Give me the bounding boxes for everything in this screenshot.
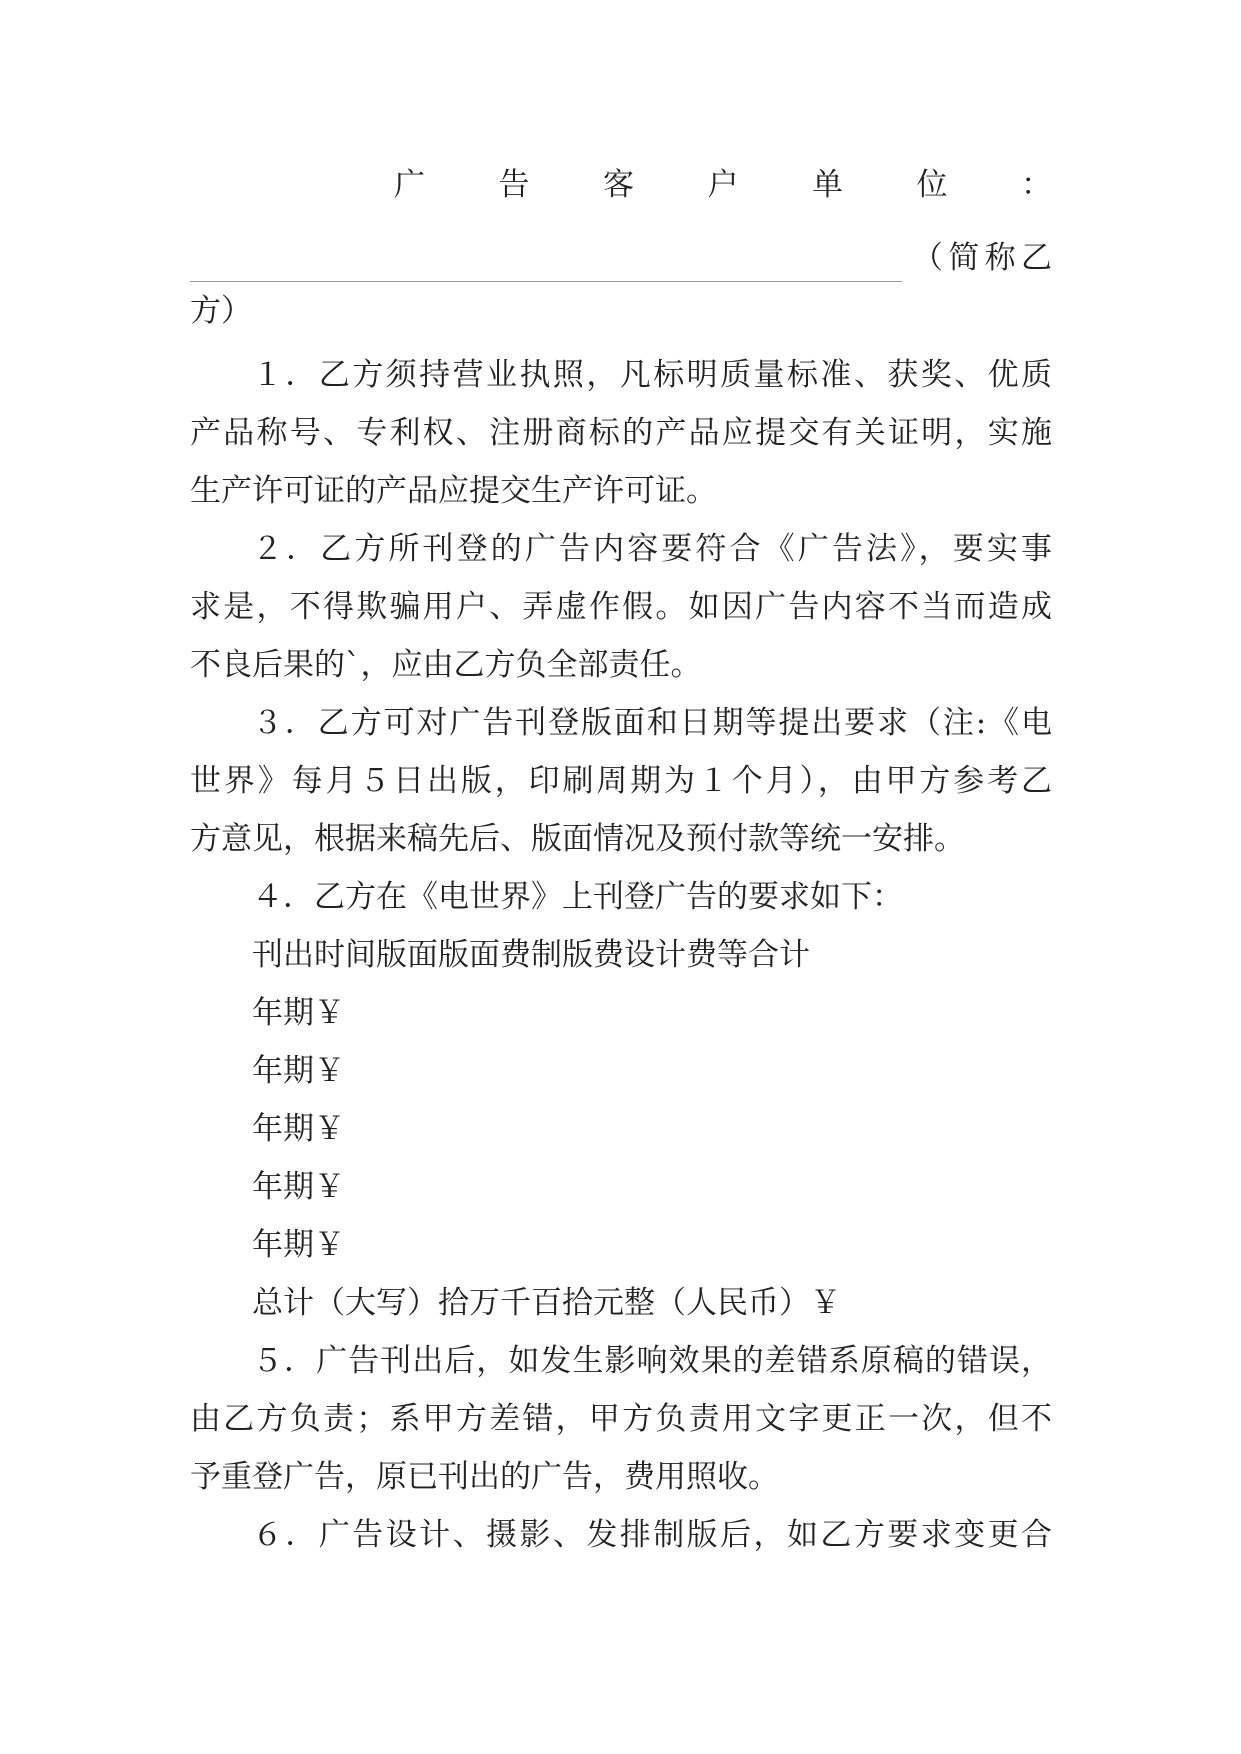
table-row: 年期￥ — [252, 1227, 345, 1263]
table-row: 年期￥ — [252, 995, 345, 1031]
client-name-blank[interactable] — [190, 245, 902, 282]
table-row: 年期￥ — [252, 1053, 345, 1089]
paragraph-line: 生产许可证的产品应提交生产许可证。 — [190, 473, 717, 509]
client-unit-label — [190, 150, 1052, 220]
paragraph-line: 产品称号、专利权、注册商标的产品应提交有关证明，实施 — [190, 415, 1052, 451]
table-row: 年期￥ — [252, 1169, 345, 1205]
title-char: 户 — [707, 167, 739, 203]
paragraph-line: ３．乙方可对广告刊登版面和日期等提出要求（注:《电 — [252, 705, 1052, 741]
paragraph-line: 世界》每月５日出版，印刷周期为１个月），由甲方参考乙 — [190, 763, 1052, 799]
paragraph-line: 不良后果的`，应由乙方负全部责任。 — [190, 647, 702, 683]
title-char: ： — [1021, 167, 1052, 203]
clause-3 — [190, 694, 1052, 868]
clause-5 — [190, 1332, 1052, 1506]
title-char: 单 — [812, 167, 843, 203]
paragraph-line: 予重登广告，原已刊出的广告，费用照收。 — [190, 1459, 779, 1495]
clause-4 — [190, 868, 1052, 1332]
paragraph-line: ４．乙方在《电世界》上刊登广告的要求如下： — [252, 879, 903, 915]
abbreviation-note-cont: 方） — [190, 293, 252, 329]
contract-page — [190, 150, 1052, 1564]
paragraph-line: １．乙方须持营业执照，凡标明质量标准、获奖、优质 — [252, 357, 1052, 393]
title-char: 位 — [916, 167, 948, 203]
table-header: 刊出时间版面版面费制版费设计费等合计 — [252, 937, 810, 973]
clause-2 — [190, 520, 1052, 694]
total-line: 总计（大写）拾万千百拾元整（人民币）￥ — [252, 1285, 841, 1321]
clause-1 — [190, 346, 1052, 520]
paragraph-line: ５．广告刊出后，如发生影响效果的差错系原稿的错误， — [252, 1343, 1052, 1379]
title-char: 客 — [603, 167, 634, 203]
title-char: 广 — [394, 167, 425, 203]
clause-6 — [190, 1506, 1052, 1564]
title-char: 告 — [498, 167, 530, 203]
paragraph-line: 由乙方负责；系甲方差错，甲方负责用文字更正一次，但不 — [190, 1401, 1052, 1437]
abbreviation-note: （简称乙 — [912, 240, 1052, 276]
paragraph-line: ２．乙方所刊登的广告内容要符合《广告法》，要实事 — [252, 531, 1052, 567]
client-name-row — [190, 220, 1052, 282]
paragraph-line: 求是，不得欺骗用户、弄虚作假。如因广告内容不当而造成 — [190, 589, 1052, 625]
paragraph-line: ６．广告设计、摄影、发排制版后，如乙方要求变更合 — [252, 1517, 1052, 1553]
paragraph-line: 方意见，根据来稿先后、版面情况及预付款等统一安排。 — [190, 821, 965, 857]
table-row: 年期￥ — [252, 1111, 345, 1147]
